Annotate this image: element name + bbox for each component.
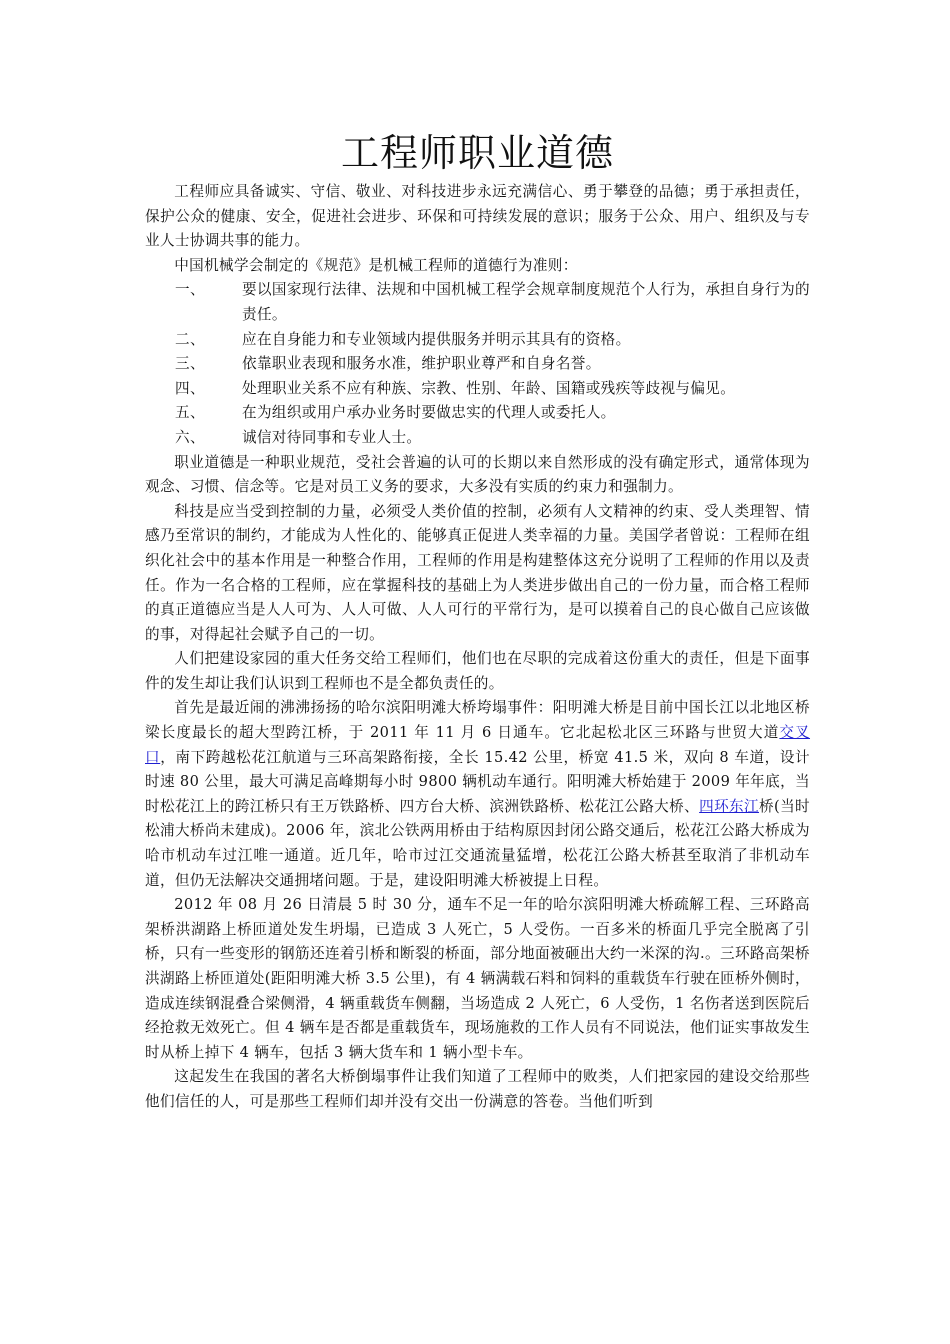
rule-text: 诚信对待同事和专业人士。 xyxy=(242,428,422,446)
rule-number: 一、 xyxy=(175,281,205,299)
rules-list xyxy=(145,278,810,450)
rule-text: 在为组织或用户承办业务时要做忠实的代理人或委托人。 xyxy=(242,404,616,422)
list-item xyxy=(145,328,810,353)
list-item xyxy=(145,426,810,451)
list-item xyxy=(145,278,810,327)
bridge-text-part-1: 首先是最近闹的沸沸扬扬的哈尔滨阳明滩大桥垮塌事件：阳明滩大桥是目前中国长江以北地区桥梁长度最长的超大型跨江桥，于 2011 年 11 月 6 日通车。它北起松北区三环路与世贸大道 xyxy=(145,699,810,742)
ending-paragraph: 这起发生在我国的著名大桥倒塌事件让我们知道了工程师中的败类，人们把家园的建设交给那些他们信任的人，可是那些工程师们却并没有交出一份满意的答卷。当他们听到 xyxy=(145,1068,810,1110)
people-paragraph: 人们把建设家园的重大任务交给工程师们，他们也在尽职的完成着这份重大的责任，但是下面事件的发生却让我们认识到工程师也不是全都负责任的。 xyxy=(145,650,810,692)
bridge-paragraph xyxy=(145,696,810,893)
bridge-text-part-3: 桥(当时松浦大桥尚未建成)。2006 年，滨北公铁两用桥由于结构原因封闭公路交通后，松花江公路大桥成为哈市机动车过江唯一通道。近几年，哈市过江交通流量猛增，松花江公路大桥甚至取消了非机动车道，但仍无法解决交通拥堵问题。于是，建设阳明滩大桥被提上日程。 xyxy=(145,797,810,889)
rule-text: 处理职业关系不应有种族、宗教、性别、年龄、国籍或残疾等歧视与偏见。 xyxy=(242,379,736,397)
intro-paragraph: 工程师应具备诚实、守信、敬业、对科技进步永远充满信心、勇于攀登的品德；勇于承担责任，保护公众的健康、安全，促进社会进步、环保和可持续发展的意识；服务于公众、用户、组织及与专业人士协调共事的能力。 xyxy=(145,183,810,250)
list-item xyxy=(145,352,810,377)
document-body xyxy=(145,126,810,1115)
rule-text: 依靠职业表现和服务水准，维护职业尊严和自身名誉。 xyxy=(242,355,601,373)
rule-number: 二、 xyxy=(175,330,205,348)
rule-text: 应在自身能力和专业领域内提供服务并明示其具有的资格。 xyxy=(242,330,631,348)
bridge-text-part-2: ，南下跨越松花江航道与三环高架路衔接，全长 15.42 公里，桥宽 41.5 米，双向 8 车道，设计时速 80 公里，最大可满足高峰期每小时 9800 辆机动车通行。阳明滩大桥始建于 2009 年年底，当时松花江上的跨江桥只有王万铁路桥、四方台大桥、滨洲铁路桥、松花江公路大桥、 xyxy=(145,748,810,815)
list-item xyxy=(145,377,810,402)
sihuan-dongjiang-link[interactable]: 四环东江 xyxy=(699,797,760,815)
technology-paragraph: 科技是应当受到控制的力量，必须受人类价值的控制，必须有人文精神的约束、受人类理智、情感乃至常识的制约，才能成为人性化的、能够真正促进人类幸福的力量。美国学者曾说：工程师在组织化社会中的基本作用是一种整合作用，工程师的作用是构建整体这充分说明了工程师的作用以及责任。作为一名合格的工程师，应在掌握科技的基础上为人类进步做出自己的一份力量，而合格工程师的真正道德应当是人人可为、人人可做、人人可行的平常行为，是可以摸着自己的良心做自己应该做的事，对得起社会赋予自己的一切。 xyxy=(145,502,810,643)
rule-number: 六、 xyxy=(175,428,205,446)
rule-number: 五、 xyxy=(175,404,205,422)
page-title: 工程师职业道德 xyxy=(340,131,614,175)
rule-text: 要以国家现行法律、法规和中国机械工程学会规章制度规范个人行为，承担自身行为的责任。 xyxy=(242,281,810,323)
intersection-link[interactable]: 交叉口 xyxy=(145,724,811,766)
rule-number: 三、 xyxy=(175,355,205,373)
collapse-paragraph: 2012 年 08 月 26 日清晨 5 时 30 分，通车不足一年的哈尔滨阳明滩大桥疏解工程、三环路高架桥洪湖路上桥匝道处发生坍塌，已造成 3 人死亡，5 人受伤。一百多米的桥面几乎完全脱离了引桥，只有一些变形的钢筋还连着引桥和断裂的桥面，部分地面被砸出大约一米深的沟.。三环路高架桥洪湖路上桥匝道处(距阳明滩大桥 3.5 公里)，有 4 辆满载石料和饲料的重载货车行驶在匝桥外侧时，造成连续钢混叠合梁侧滑，4 辆重载货车侧翻，当场造成 2 人死亡，6 人受伤，1 名伤者送到医院后经抢救无效死亡。但 4 辆车是否都是重载货车，现场施救的工作人员有不同说法，他们证实事故发生时从桥上掉下 4 辆车，包括 3 辆大货车和 1 辆小型卡车。 xyxy=(145,896,810,1061)
rule-number: 四、 xyxy=(175,379,205,397)
list-item xyxy=(145,401,810,426)
ethics-paragraph: 职业道德是一种职业规范，受社会普遍的认可的长期以来自然形成的没有确定形式，通常体现为观念、习惯、信念等。它是对员工义务的要求，大多没有实质的约束力和强制力。 xyxy=(145,453,810,496)
code-intro-paragraph: 中国机械学会制定的《规范》是机械工程师的道德行为准则： xyxy=(174,256,578,274)
